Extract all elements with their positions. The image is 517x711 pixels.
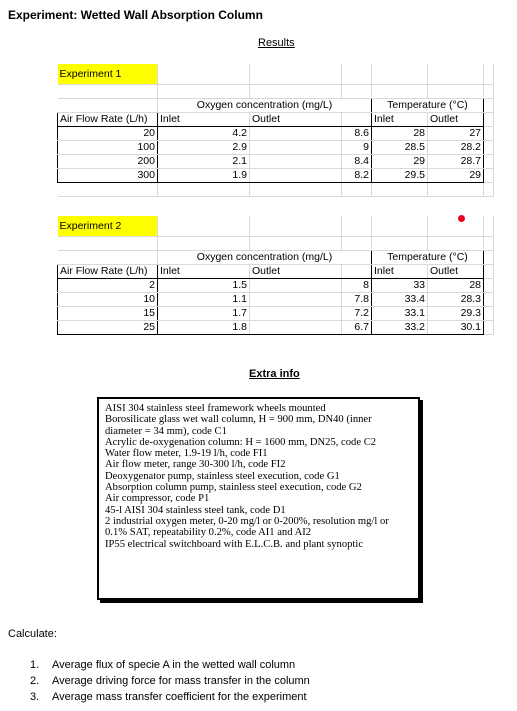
- info-line: Absorption column pump, stainless steel execution, code G2: [105, 482, 362, 494]
- table-row: 10 1.1 7.8 33.4 28.3: [58, 293, 494, 307]
- experiment-2-label: Experiment 2: [58, 216, 158, 237]
- task-list: [30, 657, 310, 705]
- info-line: Deoxygenator pump, stainless steel execution, code G1: [105, 470, 340, 482]
- temp-outlet-column-header: Outlet: [428, 113, 484, 127]
- info-line: Air compressor, code P1: [105, 493, 210, 505]
- info-line: diameter = 34 mm), code C1: [105, 425, 227, 437]
- table-row: 15 1.7 7.2 33.1 29.3: [58, 307, 494, 321]
- info-line: IP55 electrical switchboard with E.L.C.B. and plant synoptic: [105, 538, 364, 550]
- experiment-2-table: [57, 216, 494, 335]
- oxygen-header: Oxygen concentration (mg/L): [158, 251, 372, 265]
- table-row: 20 4.2 8.6 28 27: [58, 127, 494, 141]
- list-item: 2. Average driving force for mass transfer in the column: [30, 675, 310, 687]
- list-item: 1. Average flux of specie A in the wetted wall column: [30, 659, 296, 671]
- inlet-column-header: Inlet: [158, 265, 250, 279]
- results-heading: Results: [258, 37, 295, 49]
- outlet-column-header: Outlet: [250, 113, 342, 127]
- oxygen-header: Oxygen concentration (mg/L): [158, 99, 372, 113]
- experiment-1-table: [57, 64, 494, 197]
- extra-info-heading: Extra info: [249, 368, 300, 380]
- info-line: 45-l AISI 304 stainless steel tank, code D1: [105, 504, 286, 516]
- airflow-column-header: Air Flow Rate (L/h): [58, 265, 158, 279]
- info-line: Borosilicate glass wet wall column, H = 900 mm, DN40 (inner: [105, 414, 372, 426]
- temp-outlet-column-header: Outlet: [428, 265, 484, 279]
- outlet-column-header: Outlet: [250, 265, 342, 279]
- temp-inlet-column-header: Inlet: [372, 265, 428, 279]
- temperature-header: Temperature (°C): [372, 251, 484, 265]
- table-row: 300 1.9 8.2 29.5 29: [58, 169, 494, 183]
- info-line: AISI 304 stainless steel framework wheels mounted: [105, 403, 326, 414]
- list-item: 3. Average mass transfer coefficient for the experiment: [30, 691, 307, 703]
- inlet-column-header: Inlet: [158, 113, 250, 127]
- table-row: 25 1.8 6.7 33.2 30.1: [58, 321, 494, 335]
- info-line: Water flow meter, 1.9-19 l/h, code FI1: [105, 448, 268, 460]
- table-row: 100 2.9 9 28.5 28.2: [58, 141, 494, 155]
- info-line: 0.1% SAT, repeatability 0.2%, code AI1 and AI2: [105, 527, 312, 539]
- experiment-1-label: Experiment 1: [58, 64, 158, 85]
- temp-inlet-column-header: Inlet: [372, 113, 428, 127]
- info-line: Acrylic de-oxygenation column: H = 1600 mm, DN25, code C2: [105, 436, 377, 448]
- extra-info-box: [97, 397, 420, 600]
- info-line: 2 industrial oxygen meter, 0-20 mg/l or 0-200%, resolution mg/l or: [105, 515, 389, 527]
- table-row: 200 2.1 8.4 29 28.7: [58, 155, 494, 169]
- airflow-column-header: Air Flow Rate (L/h): [58, 113, 158, 127]
- page-title: Experiment: Wetted Wall Absorption Column: [8, 8, 263, 22]
- temperature-header: Temperature (°C): [372, 99, 484, 113]
- calculate-heading: Calculate:: [8, 628, 57, 640]
- table-row: 2 1.5 8 33 28: [58, 279, 494, 293]
- info-line: Air flow meter, range 30-300 l/h, code FI2: [105, 459, 286, 471]
